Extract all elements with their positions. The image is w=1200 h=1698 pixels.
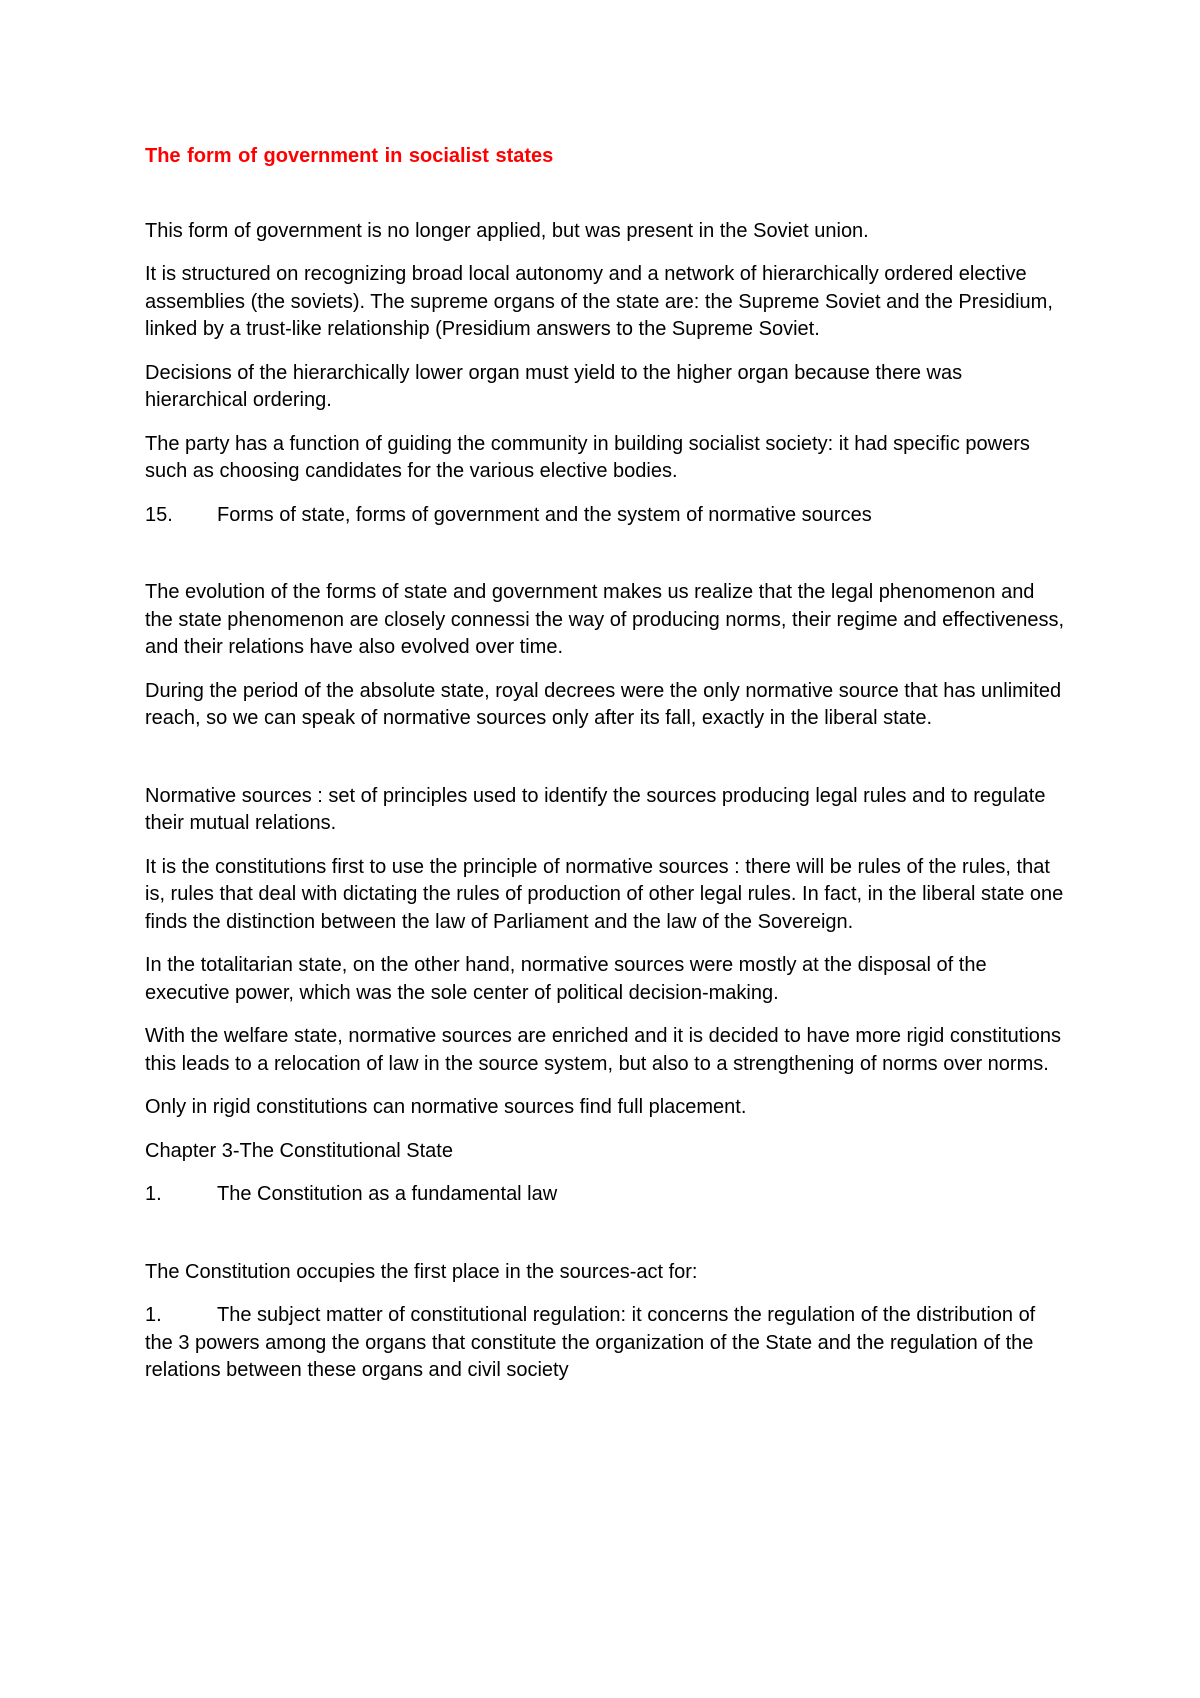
list-item-text: The subject matter of constitutional regulation: it concerns the regulation of the distribution of the 3 powers among the organs that constitute the organization of the State and the regulation of the relations between these organs and civil society <box>145 1304 1036 1381</box>
paragraph: Decisions of the hierarchically lower organ must yield to the higher organ because there was hierarchical ordering. <box>145 361 963 411</box>
section-number: 1. <box>145 1183 162 1205</box>
spacer <box>145 545 1065 579</box>
chapter-heading: Chapter 3-The Constitutional State <box>145 1139 453 1162</box>
paragraph: Normative sources : set of principles used to identify the sources producing legal rules and to regulate their mutual relations. <box>145 784 1046 834</box>
section-title: The form of government in socialist states <box>145 145 554 167</box>
paragraph: It is structured on recognizing broad local autonomy and a network of hierarchically ordered elective assemblies (the soviets). The supreme organs of the state are: the Supreme Soviet and the Presidium, linked by a trust-like relationship (Presidium answers to the Supreme Soviet. <box>145 263 1053 340</box>
spacer <box>145 749 1065 783</box>
list-item-number: 1. <box>145 1304 162 1326</box>
paragraph: It is the constitutions first to use the principle of normative sources : there will be rules of the rules, that is, rules that deal with dictating the rules of production of other legal rules. In fact, in the liberal state one finds the distinction between the law of Parliament and the law of the Sovereign. <box>145 855 1064 933</box>
paragraph: Only in rigid constitutions can normative sources find full placement. <box>145 1096 747 1118</box>
paragraph: This form of government is no longer applied, but was present in the Soviet union. <box>145 219 869 242</box>
document-body <box>145 143 1065 1401</box>
spacer <box>145 1225 1065 1259</box>
section-heading-text: Forms of state, forms of government and the system of normative sources <box>217 503 872 526</box>
section-heading-1 <box>145 1181 1065 1209</box>
paragraph: During the period of the absolute state, royal decrees were the only normative source that has unlimited reach, so we can speak of normative sources only after its fall, exactly in the liberal state. <box>145 679 1062 729</box>
paragraph: In the totalitarian state, on the other hand, normative sources were mostly at the disposal of the executive power, which was the sole center of political decision-making. <box>145 954 987 1004</box>
spacer <box>145 171 1065 218</box>
paragraph: The evolution of the forms of state and government makes us realize that the legal phenomenon and the state phenomenon are closely connessi the way of producing norms, their regime and effectiveness, and their relations have also evolved over time. <box>145 581 1065 658</box>
numbered-list-item <box>145 1302 1065 1385</box>
paragraph: The party has a function of guiding the community in building socialist society: it had specific powers such as choosing candidates for the various elective bodies. <box>145 432 1030 482</box>
section-heading-text: The Constitution as a fundamental law <box>217 1183 558 1205</box>
section-number: 15. <box>145 503 173 526</box>
paragraph: The Constitution occupies the first place in the sources-act for: <box>145 1260 698 1283</box>
section-heading-15 <box>145 502 1065 530</box>
paragraph: With the welfare state, normative sources are enriched and it is decided to have more rigid constitutions this leads to a relocation of law in the source system, but also to a strengthening of norms over norms. <box>145 1025 1062 1075</box>
